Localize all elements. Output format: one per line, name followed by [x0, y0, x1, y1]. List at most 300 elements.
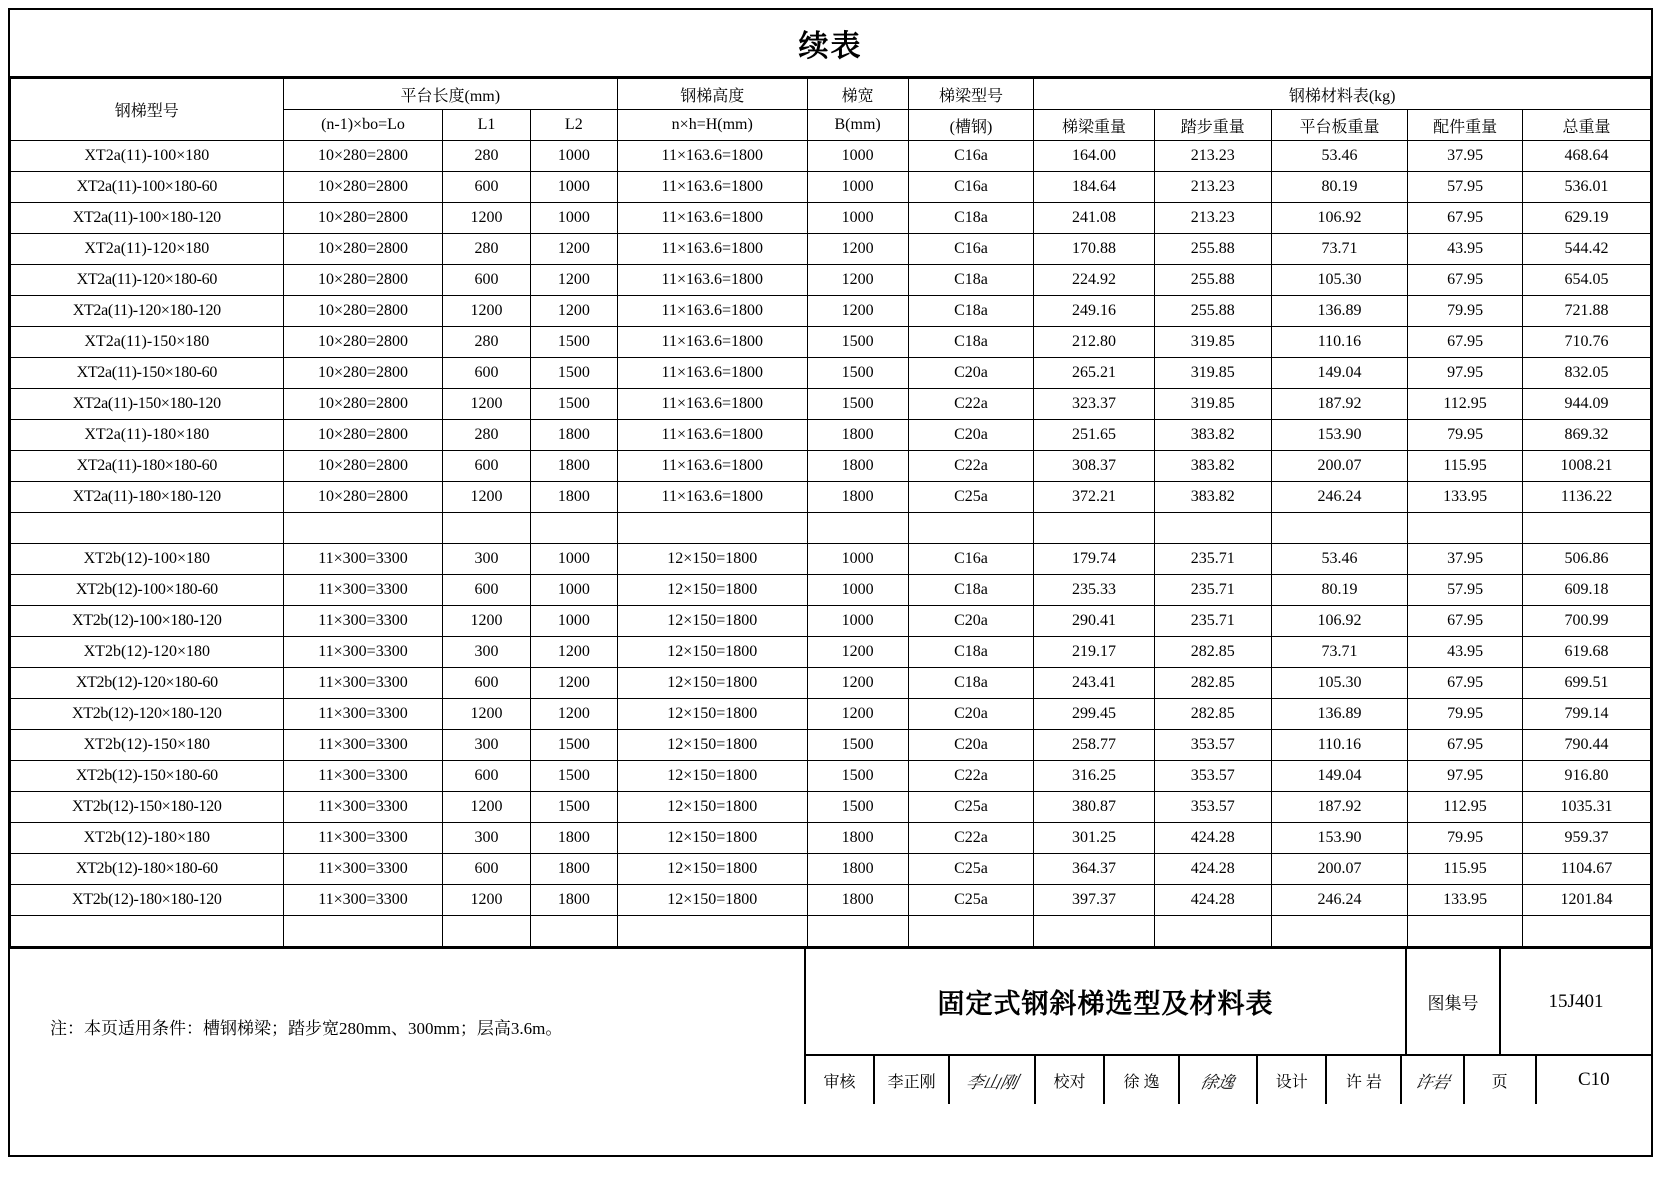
- table-row: [11, 544, 1651, 575]
- spacer-cell: [1154, 513, 1271, 544]
- header-l1: L1: [443, 110, 530, 141]
- cell-value: 11×300=3300: [283, 668, 443, 699]
- cell-value: 11×300=3300: [283, 637, 443, 668]
- cell-value: 246.24: [1271, 885, 1407, 916]
- header-width-sub: B(mm): [807, 110, 908, 141]
- cell-value: 308.37: [1034, 451, 1154, 482]
- cell-value: 153.90: [1271, 823, 1407, 854]
- cell-model: XT2b(12)-150×180-60: [11, 761, 284, 792]
- cell-value: 383.82: [1154, 451, 1271, 482]
- review-signature-text: 李山刚: [963, 1072, 1020, 1093]
- table-row: [11, 575, 1651, 606]
- page-number-value: C10: [1577, 1069, 1610, 1090]
- header-materials: 钢梯材料表(kg): [1034, 79, 1651, 110]
- spacer-cell: [1271, 513, 1407, 544]
- cell-value: 424.28: [1154, 823, 1271, 854]
- cell-value: 1008.21: [1523, 451, 1651, 482]
- cell-value: 79.95: [1408, 296, 1523, 327]
- cell-value: 213.23: [1154, 203, 1271, 234]
- header-beam-weight: 梯梁重量: [1034, 110, 1154, 141]
- cell-value: 110.16: [1271, 730, 1407, 761]
- cell-value: 424.28: [1154, 885, 1271, 916]
- cell-value: 654.05: [1523, 265, 1651, 296]
- cell-value: 710.76: [1523, 327, 1651, 358]
- cell-value: 105.30: [1271, 265, 1407, 296]
- cell-value: 10×280=2800: [283, 296, 443, 327]
- cell-value: 200.07: [1271, 854, 1407, 885]
- cell-value: 241.08: [1034, 203, 1154, 234]
- cell-value: 1200: [443, 482, 530, 513]
- cell-value: 700.99: [1523, 606, 1651, 637]
- spacer-cell: [1034, 513, 1154, 544]
- table-row: [11, 730, 1651, 761]
- cell-value: 600: [443, 172, 530, 203]
- table-row: [11, 699, 1651, 730]
- cell-value: C20a: [908, 699, 1034, 730]
- cell-value: 67.95: [1408, 203, 1523, 234]
- cell-value: 235.71: [1154, 544, 1271, 575]
- cell-value: 1200: [530, 699, 617, 730]
- table-row: [11, 389, 1651, 420]
- spacer-cell: [617, 513, 807, 544]
- cell-value: 1800: [530, 885, 617, 916]
- cell-model: XT2b(12)-100×180-60: [11, 575, 284, 606]
- cell-value: 246.24: [1271, 482, 1407, 513]
- cell-value: 282.85: [1154, 668, 1271, 699]
- cell-value: 1035.31: [1523, 792, 1651, 823]
- spacer-cell: [1271, 916, 1407, 947]
- cell-value: 11×300=3300: [283, 792, 443, 823]
- cell-value: 11×300=3300: [283, 544, 443, 575]
- table-body: [11, 141, 1651, 947]
- cell-value: 282.85: [1154, 637, 1271, 668]
- cell-value: 105.30: [1271, 668, 1407, 699]
- cell-value: 619.68: [1523, 637, 1651, 668]
- cell-value: 12×150=1800: [617, 637, 807, 668]
- cell-value: 300: [443, 823, 530, 854]
- materials-table: [10, 78, 1651, 947]
- cell-value: 1800: [530, 482, 617, 513]
- cell-value: 1800: [807, 420, 908, 451]
- spacer-cell: [11, 513, 284, 544]
- design-name: 许 岩: [1327, 1056, 1402, 1104]
- cell-value: 265.21: [1034, 358, 1154, 389]
- cell-value: 319.85: [1154, 389, 1271, 420]
- cell-model: XT2a(11)-180×180-120: [11, 482, 284, 513]
- cell-model: XT2a(11)-150×180: [11, 327, 284, 358]
- cell-value: 258.77: [1034, 730, 1154, 761]
- footer-area: [10, 947, 1651, 1104]
- table-row: [11, 451, 1651, 482]
- atlas-number-label: 图集号: [1407, 949, 1501, 1054]
- cell-value: 133.95: [1408, 885, 1523, 916]
- cell-value: 106.92: [1271, 606, 1407, 637]
- cell-value: 1800: [807, 823, 908, 854]
- cell-value: 280: [443, 420, 530, 451]
- cell-value: 424.28: [1154, 854, 1271, 885]
- cell-value: 959.37: [1523, 823, 1651, 854]
- cell-value: 600: [443, 854, 530, 885]
- cell-value: 10×280=2800: [283, 141, 443, 172]
- cell-value: 1500: [530, 327, 617, 358]
- cell-model: XT2b(12)-100×180-120: [11, 606, 284, 637]
- cell-value: 67.95: [1408, 327, 1523, 358]
- cell-value: 11×300=3300: [283, 699, 443, 730]
- table-row: [11, 792, 1651, 823]
- cell-value: 184.64: [1034, 172, 1154, 203]
- cell-value: 43.95: [1408, 234, 1523, 265]
- cell-value: 1000: [807, 606, 908, 637]
- cell-model: XT2b(12)-120×180-60: [11, 668, 284, 699]
- cell-value: 37.95: [1408, 141, 1523, 172]
- cell-value: 11×300=3300: [283, 885, 443, 916]
- header-l2: L2: [530, 110, 617, 141]
- cell-value: 11×300=3300: [283, 761, 443, 792]
- cell-value: C25a: [908, 885, 1034, 916]
- cell-value: 11×163.6=1800: [617, 358, 807, 389]
- cell-value: 1500: [530, 761, 617, 792]
- title-block-row-signatures: [806, 1056, 1651, 1104]
- table-header: [11, 79, 1651, 141]
- cell-model: XT2b(12)-150×180: [11, 730, 284, 761]
- cell-value: 12×150=1800: [617, 885, 807, 916]
- spacer-cell: [283, 513, 443, 544]
- spacer-cell: [807, 916, 908, 947]
- atlas-number-value: 15J401: [1548, 990, 1604, 1012]
- table-row: [11, 265, 1651, 296]
- cell-value: 179.74: [1034, 544, 1154, 575]
- cell-value: 200.07: [1271, 451, 1407, 482]
- cell-value: 187.92: [1271, 389, 1407, 420]
- cell-value: 1200: [807, 637, 908, 668]
- cell-value: 10×280=2800: [283, 327, 443, 358]
- cell-value: C25a: [908, 482, 1034, 513]
- cell-value: 10×280=2800: [283, 451, 443, 482]
- spacer-cell: [1034, 916, 1154, 947]
- cell-model: XT2a(11)-180×180-60: [11, 451, 284, 482]
- cell-model: XT2b(12)-100×180: [11, 544, 284, 575]
- cell-value: 212.80: [1034, 327, 1154, 358]
- cell-value: C18a: [908, 203, 1034, 234]
- cell-value: C20a: [908, 606, 1034, 637]
- spacer-cell: [530, 513, 617, 544]
- cell-value: C20a: [908, 420, 1034, 451]
- cell-value: 219.17: [1034, 637, 1154, 668]
- cell-value: 10×280=2800: [283, 358, 443, 389]
- cell-value: C16a: [908, 544, 1034, 575]
- cell-value: 1800: [530, 451, 617, 482]
- cell-value: 300: [443, 637, 530, 668]
- cell-value: 1200: [807, 668, 908, 699]
- check-name: 徐 逸: [1105, 1056, 1180, 1104]
- header-width: 梯宽: [807, 79, 908, 110]
- cell-value: C22a: [908, 761, 1034, 792]
- cell-value: 1800: [807, 482, 908, 513]
- cell-value: 213.23: [1154, 172, 1271, 203]
- note-text: 注：本页适用条件：槽钢梯梁；踏步宽280mm、300mm；层高3.6m。: [50, 1019, 563, 1038]
- cell-model: XT2a(11)-100×180: [11, 141, 284, 172]
- cell-value: C16a: [908, 172, 1034, 203]
- cell-value: 10×280=2800: [283, 234, 443, 265]
- cell-value: 1200: [807, 234, 908, 265]
- cell-value: 1200: [443, 792, 530, 823]
- cell-value: C18a: [908, 296, 1034, 327]
- cell-value: 255.88: [1154, 234, 1271, 265]
- spacer-cell: [443, 513, 530, 544]
- header-model: 钢梯型号: [11, 79, 284, 141]
- cell-value: 1200: [530, 668, 617, 699]
- cell-value: 397.37: [1034, 885, 1154, 916]
- cell-value: 353.57: [1154, 761, 1271, 792]
- cell-value: 600: [443, 451, 530, 482]
- cell-model: XT2a(11)-180×180: [11, 420, 284, 451]
- cell-value: 12×150=1800: [617, 761, 807, 792]
- cell-value: C18a: [908, 668, 1034, 699]
- design-signature-text: 许岩: [1412, 1072, 1452, 1093]
- cell-value: 10×280=2800: [283, 203, 443, 234]
- cell-value: 1200: [443, 296, 530, 327]
- cell-value: 115.95: [1408, 451, 1523, 482]
- cell-model: XT2a(11)-100×180-60: [11, 172, 284, 203]
- cell-value: 11×163.6=1800: [617, 451, 807, 482]
- cell-value: 609.18: [1523, 575, 1651, 606]
- cell-value: 1200: [530, 234, 617, 265]
- cell-value: 1500: [530, 389, 617, 420]
- cell-value: C18a: [908, 575, 1034, 606]
- table-row: [11, 358, 1651, 389]
- spacer-cell: [807, 513, 908, 544]
- review-signature: [950, 1056, 1036, 1104]
- cell-value: 10×280=2800: [283, 420, 443, 451]
- cell-value: 1000: [807, 203, 908, 234]
- cell-value: 1200: [443, 606, 530, 637]
- page-title-band: [10, 10, 1651, 78]
- cell-value: 364.37: [1034, 854, 1154, 885]
- cell-value: 170.88: [1034, 234, 1154, 265]
- cell-model: XT2a(11)-100×180-120: [11, 203, 284, 234]
- cell-value: 110.16: [1271, 327, 1407, 358]
- table-row: [11, 296, 1651, 327]
- spacer-cell: [443, 916, 530, 947]
- cell-value: 112.95: [1408, 389, 1523, 420]
- title-block-row-main: [806, 949, 1651, 1056]
- cell-value: 136.89: [1271, 699, 1407, 730]
- cell-value: 11×163.6=1800: [617, 141, 807, 172]
- cell-value: 869.32: [1523, 420, 1651, 451]
- cell-model: XT2a(11)-120×180-60: [11, 265, 284, 296]
- table-row: [11, 141, 1651, 172]
- cell-value: 799.14: [1523, 699, 1651, 730]
- table-row: [11, 482, 1651, 513]
- header-row-1: [11, 79, 1651, 110]
- cell-value: 1200: [530, 637, 617, 668]
- header-lo: (n-1)×bo=Lo: [283, 110, 443, 141]
- cell-value: 1000: [530, 172, 617, 203]
- spacer-cell: [617, 916, 807, 947]
- cell-value: 57.95: [1408, 172, 1523, 203]
- check-signature: [1180, 1056, 1258, 1104]
- cell-value: 790.44: [1523, 730, 1651, 761]
- cell-value: 243.41: [1034, 668, 1154, 699]
- cell-value: 299.45: [1034, 699, 1154, 730]
- cell-value: 1136.22: [1523, 482, 1651, 513]
- cell-value: 115.95: [1408, 854, 1523, 885]
- review-label: 审核: [806, 1056, 875, 1104]
- cell-value: 1200: [443, 699, 530, 730]
- cell-model: XT2a(11)-150×180-60: [11, 358, 284, 389]
- cell-value: 1500: [530, 730, 617, 761]
- cell-value: 149.04: [1271, 358, 1407, 389]
- cell-value: 12×150=1800: [617, 854, 807, 885]
- title-block: [806, 949, 1651, 1104]
- cell-value: 251.65: [1034, 420, 1154, 451]
- cell-value: 12×150=1800: [617, 792, 807, 823]
- cell-value: 53.46: [1271, 141, 1407, 172]
- cell-value: 600: [443, 761, 530, 792]
- cell-model: XT2b(12)-150×180-120: [11, 792, 284, 823]
- table-row: [11, 172, 1651, 203]
- cell-model: XT2a(11)-120×180-120: [11, 296, 284, 327]
- cell-value: 1200: [530, 265, 617, 296]
- cell-value: 249.16: [1034, 296, 1154, 327]
- header-stair-height: 钢梯高度: [617, 79, 807, 110]
- header-step-weight: 踏步重量: [1154, 110, 1271, 141]
- cell-value: 12×150=1800: [617, 544, 807, 575]
- spacer-cell: [1523, 916, 1651, 947]
- cell-value: 319.85: [1154, 327, 1271, 358]
- cell-value: 11×300=3300: [283, 575, 443, 606]
- cell-value: 67.95: [1408, 668, 1523, 699]
- cell-value: 1500: [807, 792, 908, 823]
- cell-value: C16a: [908, 141, 1034, 172]
- cell-value: 944.09: [1523, 389, 1651, 420]
- spacer-cell: [11, 916, 284, 947]
- cell-value: 11×163.6=1800: [617, 420, 807, 451]
- review-name: 李正刚: [875, 1056, 950, 1104]
- cell-value: 133.95: [1408, 482, 1523, 513]
- table-spacer-row: [11, 513, 1651, 544]
- cell-value: 721.88: [1523, 296, 1651, 327]
- cell-value: 1000: [530, 141, 617, 172]
- table-row: [11, 823, 1651, 854]
- drawing-title: 固定式钢斜梯选型及材料表: [806, 949, 1407, 1054]
- table-row: [11, 420, 1651, 451]
- cell-value: 255.88: [1154, 265, 1271, 296]
- cell-value: 468.64: [1523, 141, 1651, 172]
- cell-value: 37.95: [1408, 544, 1523, 575]
- cell-value: 11×163.6=1800: [617, 482, 807, 513]
- cell-value: C20a: [908, 358, 1034, 389]
- cell-value: 832.05: [1523, 358, 1651, 389]
- cell-value: 97.95: [1408, 358, 1523, 389]
- cell-value: 600: [443, 575, 530, 606]
- cell-value: 280: [443, 327, 530, 358]
- cell-value: 10×280=2800: [283, 172, 443, 203]
- table-row: [11, 203, 1651, 234]
- cell-value: 280: [443, 234, 530, 265]
- cell-value: 80.19: [1271, 172, 1407, 203]
- cell-value: 629.19: [1523, 203, 1651, 234]
- cell-model: XT2b(12)-180×180-60: [11, 854, 284, 885]
- cell-model: XT2a(11)-120×180: [11, 234, 284, 265]
- cell-value: 323.37: [1034, 389, 1154, 420]
- spacer-cell: [283, 916, 443, 947]
- spacer-cell: [1523, 513, 1651, 544]
- cell-value: 11×163.6=1800: [617, 327, 807, 358]
- cell-value: 1200: [807, 265, 908, 296]
- cell-value: 1800: [807, 885, 908, 916]
- cell-value: 699.51: [1523, 668, 1651, 699]
- cell-value: 11×163.6=1800: [617, 296, 807, 327]
- cell-value: 213.23: [1154, 141, 1271, 172]
- cell-value: 149.04: [1271, 761, 1407, 792]
- cell-value: 600: [443, 358, 530, 389]
- cell-value: 1104.67: [1523, 854, 1651, 885]
- table-row: [11, 854, 1651, 885]
- cell-value: 916.80: [1523, 761, 1651, 792]
- cell-value: 67.95: [1408, 265, 1523, 296]
- cell-value: 224.92: [1034, 265, 1154, 296]
- cell-value: 1200: [443, 885, 530, 916]
- cell-value: C18a: [908, 265, 1034, 296]
- cell-model: XT2a(11)-150×180-120: [11, 389, 284, 420]
- cell-value: 383.82: [1154, 482, 1271, 513]
- cell-value: 11×163.6=1800: [617, 203, 807, 234]
- cell-value: 235.71: [1154, 575, 1271, 606]
- cell-value: 280: [443, 141, 530, 172]
- cell-value: C18a: [908, 637, 1034, 668]
- cell-model: XT2b(12)-180×180: [11, 823, 284, 854]
- cell-value: 67.95: [1408, 730, 1523, 761]
- cell-value: 164.00: [1034, 141, 1154, 172]
- cell-value: 1500: [807, 358, 908, 389]
- cell-value: 10×280=2800: [283, 265, 443, 296]
- cell-value: 1200: [443, 203, 530, 234]
- cell-value: 79.95: [1408, 699, 1523, 730]
- cell-value: 11×300=3300: [283, 854, 443, 885]
- cell-value: 1800: [530, 420, 617, 451]
- cell-value: 600: [443, 668, 530, 699]
- document-page: [8, 8, 1653, 1157]
- cell-value: 1201.84: [1523, 885, 1651, 916]
- cell-value: 536.01: [1523, 172, 1651, 203]
- cell-value: C20a: [908, 730, 1034, 761]
- cell-value: 11×163.6=1800: [617, 389, 807, 420]
- cell-value: 255.88: [1154, 296, 1271, 327]
- cell-value: C22a: [908, 451, 1034, 482]
- cell-value: 10×280=2800: [283, 482, 443, 513]
- cell-value: 1000: [530, 544, 617, 575]
- cell-value: 1000: [807, 141, 908, 172]
- cell-value: 1500: [807, 327, 908, 358]
- check-label: 校对: [1036, 1056, 1105, 1104]
- header-platform-length: 平台长度(mm): [283, 79, 617, 110]
- design-signature: [1402, 1056, 1464, 1104]
- header-platform-plate-weight: 平台板重量: [1271, 110, 1407, 141]
- table-row: [11, 234, 1651, 265]
- cell-value: 43.95: [1408, 637, 1523, 668]
- cell-value: 153.90: [1271, 420, 1407, 451]
- cell-value: 353.57: [1154, 792, 1271, 823]
- cell-value: 300: [443, 730, 530, 761]
- cell-value: 544.42: [1523, 234, 1651, 265]
- cell-value: 1500: [530, 358, 617, 389]
- table-row: [11, 885, 1651, 916]
- cell-value: 316.25: [1034, 761, 1154, 792]
- cell-value: 12×150=1800: [617, 823, 807, 854]
- cell-value: 1800: [530, 854, 617, 885]
- cell-value: 11×300=3300: [283, 606, 443, 637]
